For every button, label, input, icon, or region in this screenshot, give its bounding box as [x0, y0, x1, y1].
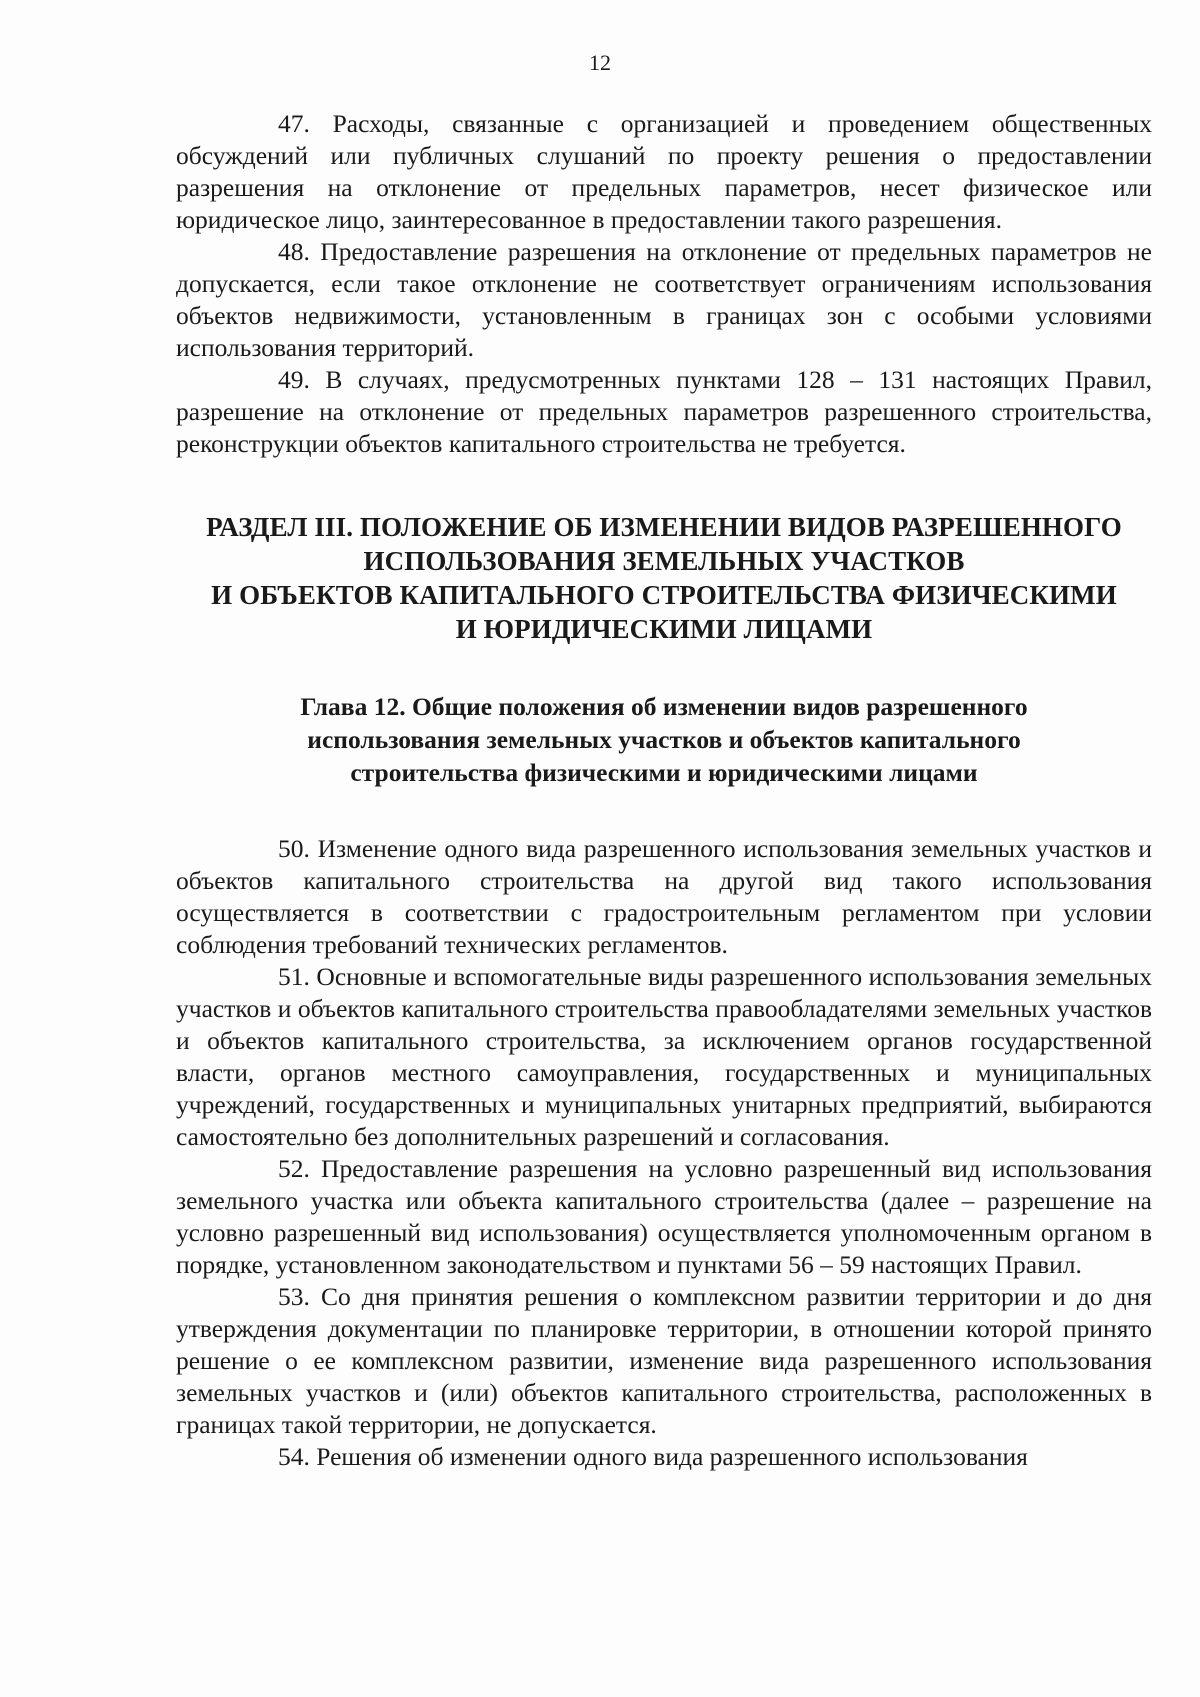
chapter-title-line: Глава 12. Общие положения об изменении видов разрешенного [300, 692, 1028, 721]
paragraph-48: 48. Предоставление разрешения на отклонение от предельных параметров не допускается, если такое отклонение не соответствует ограничениям использования объектов недвижимости, установленным в границах зон с особыми условиями использования территорий. [176, 237, 1152, 362]
paragraph-53: 53. Со дня принятия решения о комплексном развитии территории и до дня утверждения документации по планировке территории, в отношении которой принято решение о ее комплексном развитии, изменение вида разрешенного использования земельных участков и (или) объектов капитального строительства, расположенных в границах такой территории, не допускается. [176, 1282, 1152, 1439]
section-title-line: И ЮРИДИЧЕСКИМИ ЛИЦАМИ [455, 614, 873, 644]
section-title-line: РАЗДЕЛ III. ПОЛОЖЕНИЕ ОБ ИЗМЕНЕНИИ ВИДОВ РАЗРЕШЕННОГО [206, 512, 1122, 542]
paragraph-49: 49. В случаях, предусмотренных пунктами 128 – 131 настоящих Правил, разрешение на отклонение от предельных параметров разрешенного строительства, реконструкции объектов капитального строительства не требуется. [176, 365, 1152, 458]
paragraph-51: 51. Основные и вспомогательные виды разрешенного использования земельных участков и объектов капитального строительства правообладателями земельных участков и объектов капитального строительства, за исключением органов государственной власти, органов местного самоуправления, государственных и муниципальных учреждений, государственных и муниципальных унитарных предприятий, выбираются самостоятельно без дополнительных разрешений и согласования. [176, 962, 1152, 1151]
paragraph-47: 47. Расходы, связанные с организацией и проведением общественных обсуждений или публичных слушаний по проекту решения о предоставлении разрешения на отклонение от предельных параметров, несет физическое или юридическое лицо, заинтересованное в предоставлении такого разрешения. [176, 109, 1152, 234]
paragraph-50: 50. Изменение одного вида разрешенного использования земельных участков и объектов капитального строительства на другой вид такого использования осуществляется в соответствии с градостроительным регламентом при условии соблюдения требований технических регламентов. [176, 834, 1152, 959]
chapter-body [176, 833, 1152, 1473]
section-title-line: ИСПОЛЬЗОВАНИЯ ЗЕМЕЛЬНЫХ УЧАСТКОВ [363, 546, 965, 576]
section-title [176, 510, 1152, 646]
chapter-title-line: строительства физическими и юридическими лицами [350, 758, 978, 787]
chapter-title [176, 690, 1152, 789]
page-number: 12 [589, 50, 611, 75]
document-body [176, 108, 1152, 1473]
section-title-line: И ОБЪЕКТОВ КАПИТАЛЬНОГО СТРОИТЕЛЬСТВА ФИЗИЧЕСКИМИ [211, 580, 1117, 610]
paragraph-52: 52. Предоставление разрешения на условно разрешенный вид использования земельного участка или объекта капитального строительства (далее – разрешение на условно разрешенный вид использования) осуществляется уполномоченным органом в порядке, установленном законодательством и пунктами 56 – 59 настоящих Правил. [176, 1154, 1152, 1279]
chapter-title-line: использования земельных участков и объектов капитального [307, 725, 1021, 754]
paragraph-54: 54. Решения об изменении одного вида разрешенного использования [278, 1442, 1028, 1471]
